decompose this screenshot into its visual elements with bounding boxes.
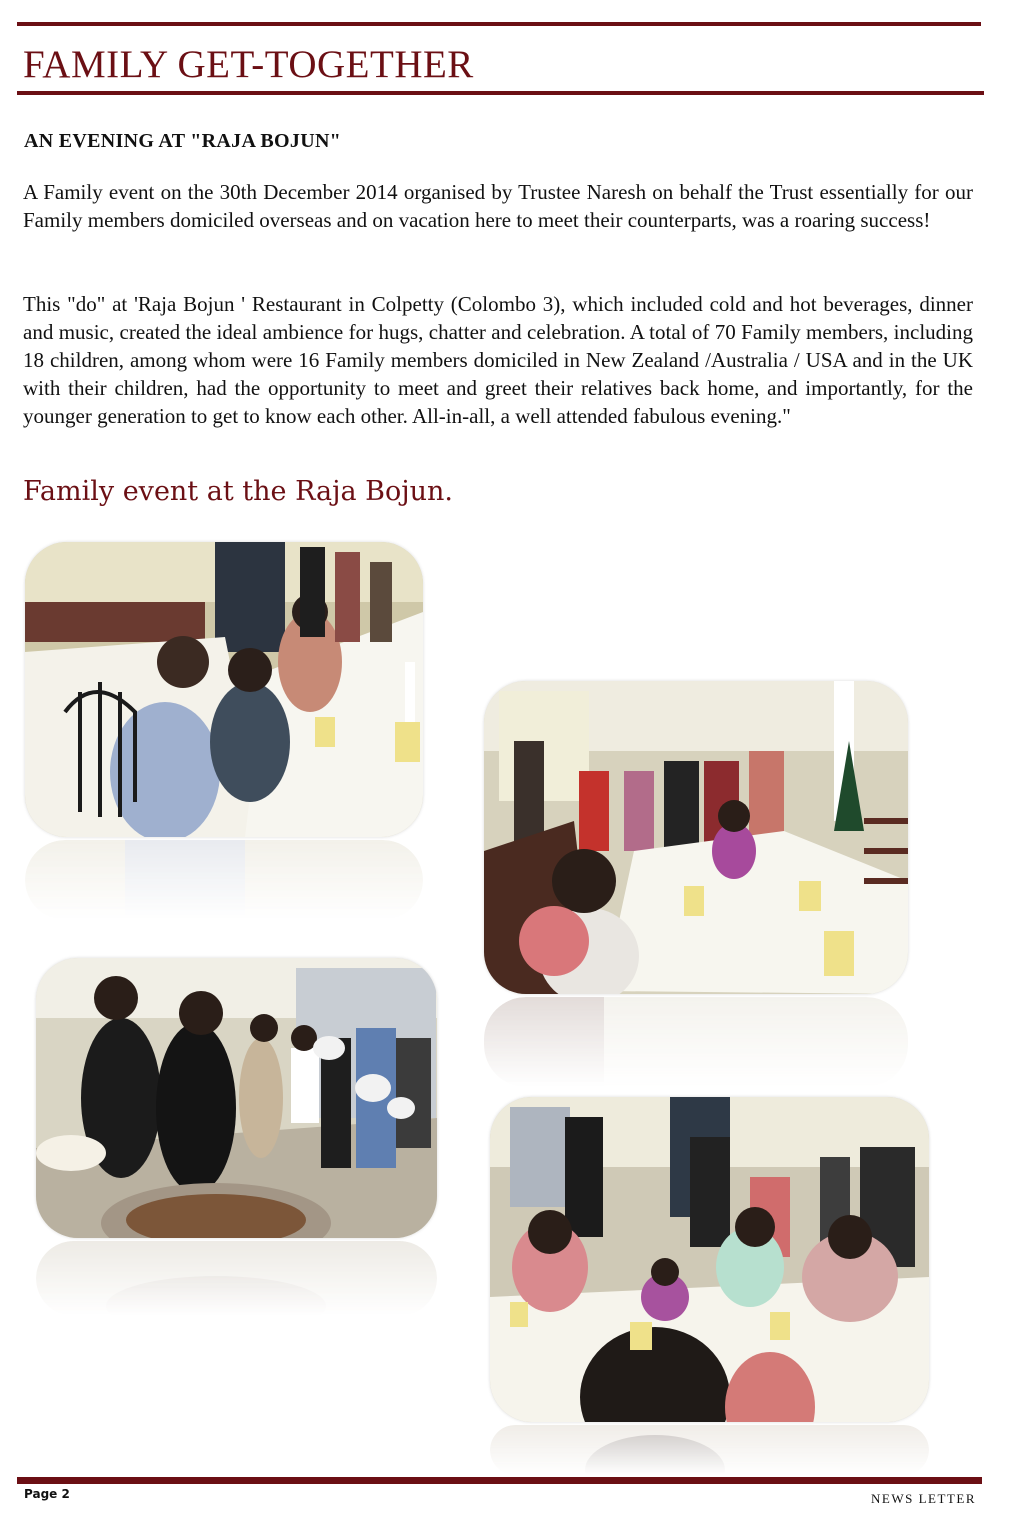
article-subheading: AN EVENING AT "RAJA BOJUN" <box>24 130 342 152</box>
event-photo-4 <box>490 1097 929 1422</box>
event-photo-3-reflection <box>36 1241 437 1316</box>
event-photo-2-reflection <box>484 997 908 1087</box>
page-number: Page 2 <box>24 1487 70 1501</box>
top-rule <box>17 22 981 26</box>
event-photo-1 <box>25 542 423 837</box>
photo-caption: Family event at the Raja Bojun. <box>23 476 453 507</box>
publication-name: NEWS LETTER <box>871 1491 976 1506</box>
event-photo-1-reflection <box>25 840 423 920</box>
article-paragraph-1: A Family event on the 30th December 2014 organised by Trustee Naresh on behalf the Trust essentially for our Family members domiciled overseas and on vacation here to meet their counterparts, was a roaring success! <box>23 180 973 232</box>
title-underline <box>17 91 984 95</box>
event-photo-2 <box>484 681 908 994</box>
article-paragraph-2: This "do" at 'Raja Bojun ' Restaurant in Colpetty (Colombo 3), which included cold and hot beverages, dinner and music, created the ideal ambience for hugs, chatter and celebration. A total of 70 Family members, including 18 children, among whom were 16 Family members domiciled in New Zealand /Australia / USA and in the UK with their children, had the opportunity to meet and greet their relatives back home, and importantly, for the younger generation to get to know each other. All-in-all, a well attended fabulous evening." <box>23 292 973 428</box>
event-photo-3 <box>36 958 437 1238</box>
event-photo-4-reflection <box>490 1425 929 1475</box>
page-title: FAMILY GET-TOGETHER <box>23 43 474 86</box>
footer-rule <box>17 1477 982 1484</box>
